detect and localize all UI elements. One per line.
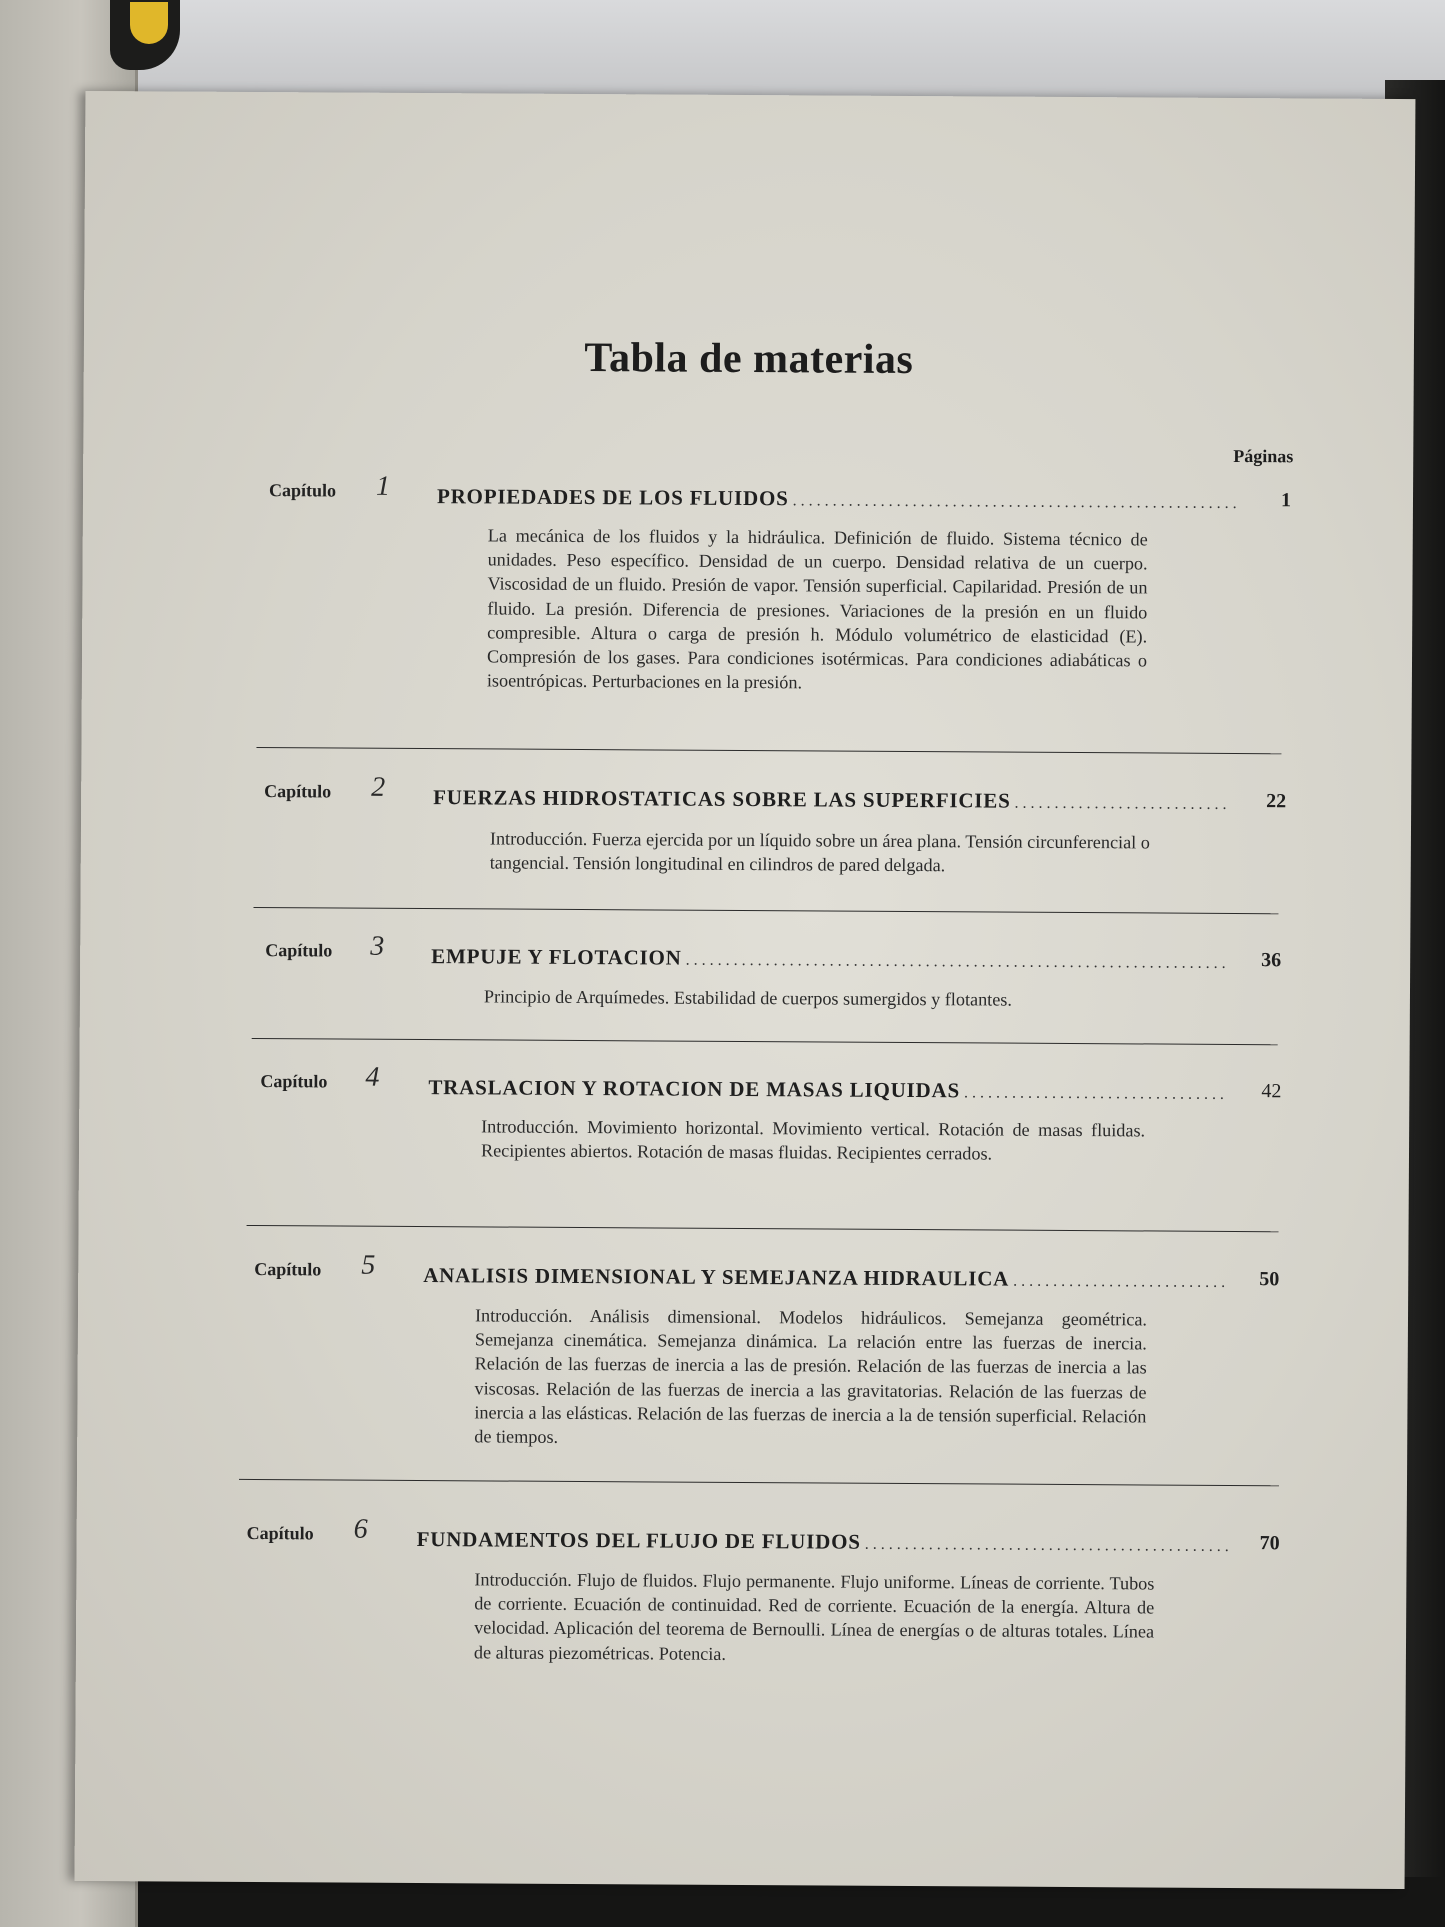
chapter-title: EMPUJE Y FLOTACION bbox=[431, 944, 682, 970]
chapter-page-number: 22 bbox=[1266, 790, 1287, 813]
chapter-label: Capítulo bbox=[246, 1522, 314, 1544]
chapter-summary: Introducción. Fuerza ejercida por un líquido sobre un área plana. Tensión circunferencial o tangencial. Tensión longitudinal en cilindros de pared delgada. bbox=[489, 828, 1150, 876]
section-divider bbox=[247, 1225, 1279, 1232]
page-title: Tabla de materias bbox=[584, 335, 914, 384]
leader-dots bbox=[964, 1084, 1227, 1104]
chapter-title-row bbox=[428, 1075, 1226, 1105]
book-page bbox=[75, 91, 1416, 1889]
chapter-title: TRASLACION Y ROTACION DE MASAS LIQUIDAS bbox=[428, 1075, 961, 1103]
leader-dots bbox=[686, 952, 1228, 973]
leader-dots bbox=[865, 1536, 1229, 1556]
chapter-summary: La mecánica de los fluidos y la hidráulica. Definición de fluido. Sistema técnico de unidades. Peso específico. Densidad de un cuerpo. Densidad relativa de un cuerpo. Viscosidad de un fluido. Presión de vapor. Tensión superficial. Capilaridad. Presión de un fluido. La presión. Diferencia de presiones. Variaciones de la presión en un fluido compresible. Altura o carga de presión h. Módulo volumétrico de elasticidad (E). Compresión de los gases. Para condiciones isotérmicas. Para condiciones adiabáticas o isoentrópicas. Perturbaciones en la presión. bbox=[486, 525, 1148, 693]
chapter-title: FUERZAS HIDROSTATICAS SOBRE LAS SUPERFICIES bbox=[433, 785, 1011, 813]
chapter-number: 3 bbox=[370, 930, 385, 962]
chapter-summary: Principio de Arquímedes. Estabilidad de cuerpos sumergidos y flotantes. bbox=[483, 986, 1013, 1010]
leader-dots bbox=[1015, 795, 1229, 814]
section-divider bbox=[252, 1038, 1278, 1045]
chapter-number: 6 bbox=[353, 1513, 368, 1545]
chapter-title: ANALISIS DIMENSIONAL Y SEMEJANZA HIDRAULICA bbox=[423, 1263, 1010, 1291]
chapter-page-number: 70 bbox=[1259, 1532, 1280, 1555]
chapter-label: Capítulo bbox=[260, 1071, 328, 1092]
chapter-page-number: 36 bbox=[1261, 949, 1282, 972]
section-divider bbox=[256, 747, 1281, 754]
chapter-title-row bbox=[431, 944, 1227, 974]
chapter-number: 1 bbox=[375, 470, 391, 502]
chapter-label: Capítulo bbox=[265, 940, 333, 961]
chapter-summary: Introducción. Movimiento horizontal. Movimiento vertical. Rotación de masas fluidas. Recipientes abiertos. Rotación de masas fluidas. Recipientes cerrados. bbox=[480, 1116, 1146, 1164]
chapter-label: Capítulo bbox=[264, 781, 332, 802]
chapter-title: FUNDAMENTOS DEL FLUJO DE FLUIDOS bbox=[416, 1527, 861, 1554]
chapter-title: PROPIEDADES DE LOS FLUIDOS bbox=[436, 484, 789, 511]
chapter-number: 4 bbox=[365, 1061, 380, 1093]
chapter-title-row bbox=[433, 785, 1228, 815]
chapter-label: Capítulo bbox=[268, 480, 337, 501]
chapter-page-number: 42 bbox=[1261, 1080, 1282, 1103]
chapter-title-row bbox=[423, 1263, 1229, 1293]
section-divider bbox=[239, 1479, 1279, 1486]
pages-column-header: Páginas bbox=[1233, 445, 1294, 467]
chapter-number: 2 bbox=[371, 771, 386, 803]
chapter-label: Capítulo bbox=[254, 1259, 322, 1280]
chapter-title-row bbox=[437, 484, 1239, 514]
leader-dots bbox=[1013, 1273, 1229, 1292]
section-divider bbox=[253, 907, 1278, 914]
chapter-number: 5 bbox=[361, 1249, 376, 1281]
chapter-title-row bbox=[417, 1527, 1229, 1557]
chapter-page-number: 50 bbox=[1259, 1268, 1280, 1291]
leader-dots bbox=[793, 492, 1239, 513]
chapter-page-number: 1 bbox=[1280, 489, 1292, 512]
chapter-summary: Introducción. Análisis dimensional. Modelos hidráulicos. Semejanza geométrica. Semejanza cinemática. Semejanza dinámica. La relación entre las fuerzas de inercia. Relación de las fuerzas de inercia a las de presión. Relación de las fuerzas de inercia a las viscosas. Relación de las fuerzas de inercia a las gravitatorias. Relación de las fuerzas de inercia a las elásticas. Relación de las fuerzas de inercia a la de tensión superficial. Relación de tiempos. bbox=[474, 1305, 1148, 1447]
chapter-summary: Introducción. Flujo de fluidos. Flujo permanente. Flujo uniforme. Líneas de corriente. Tubos de corriente. Ecuación de continuidad. Red de corriente. Ecuación de la energía. Altura de velocidad. Aplicación del teorema de Bernoulli. Línea de energías o de alturas totales. Línea de alturas piezométricas. Potencia. bbox=[473, 1569, 1155, 1664]
